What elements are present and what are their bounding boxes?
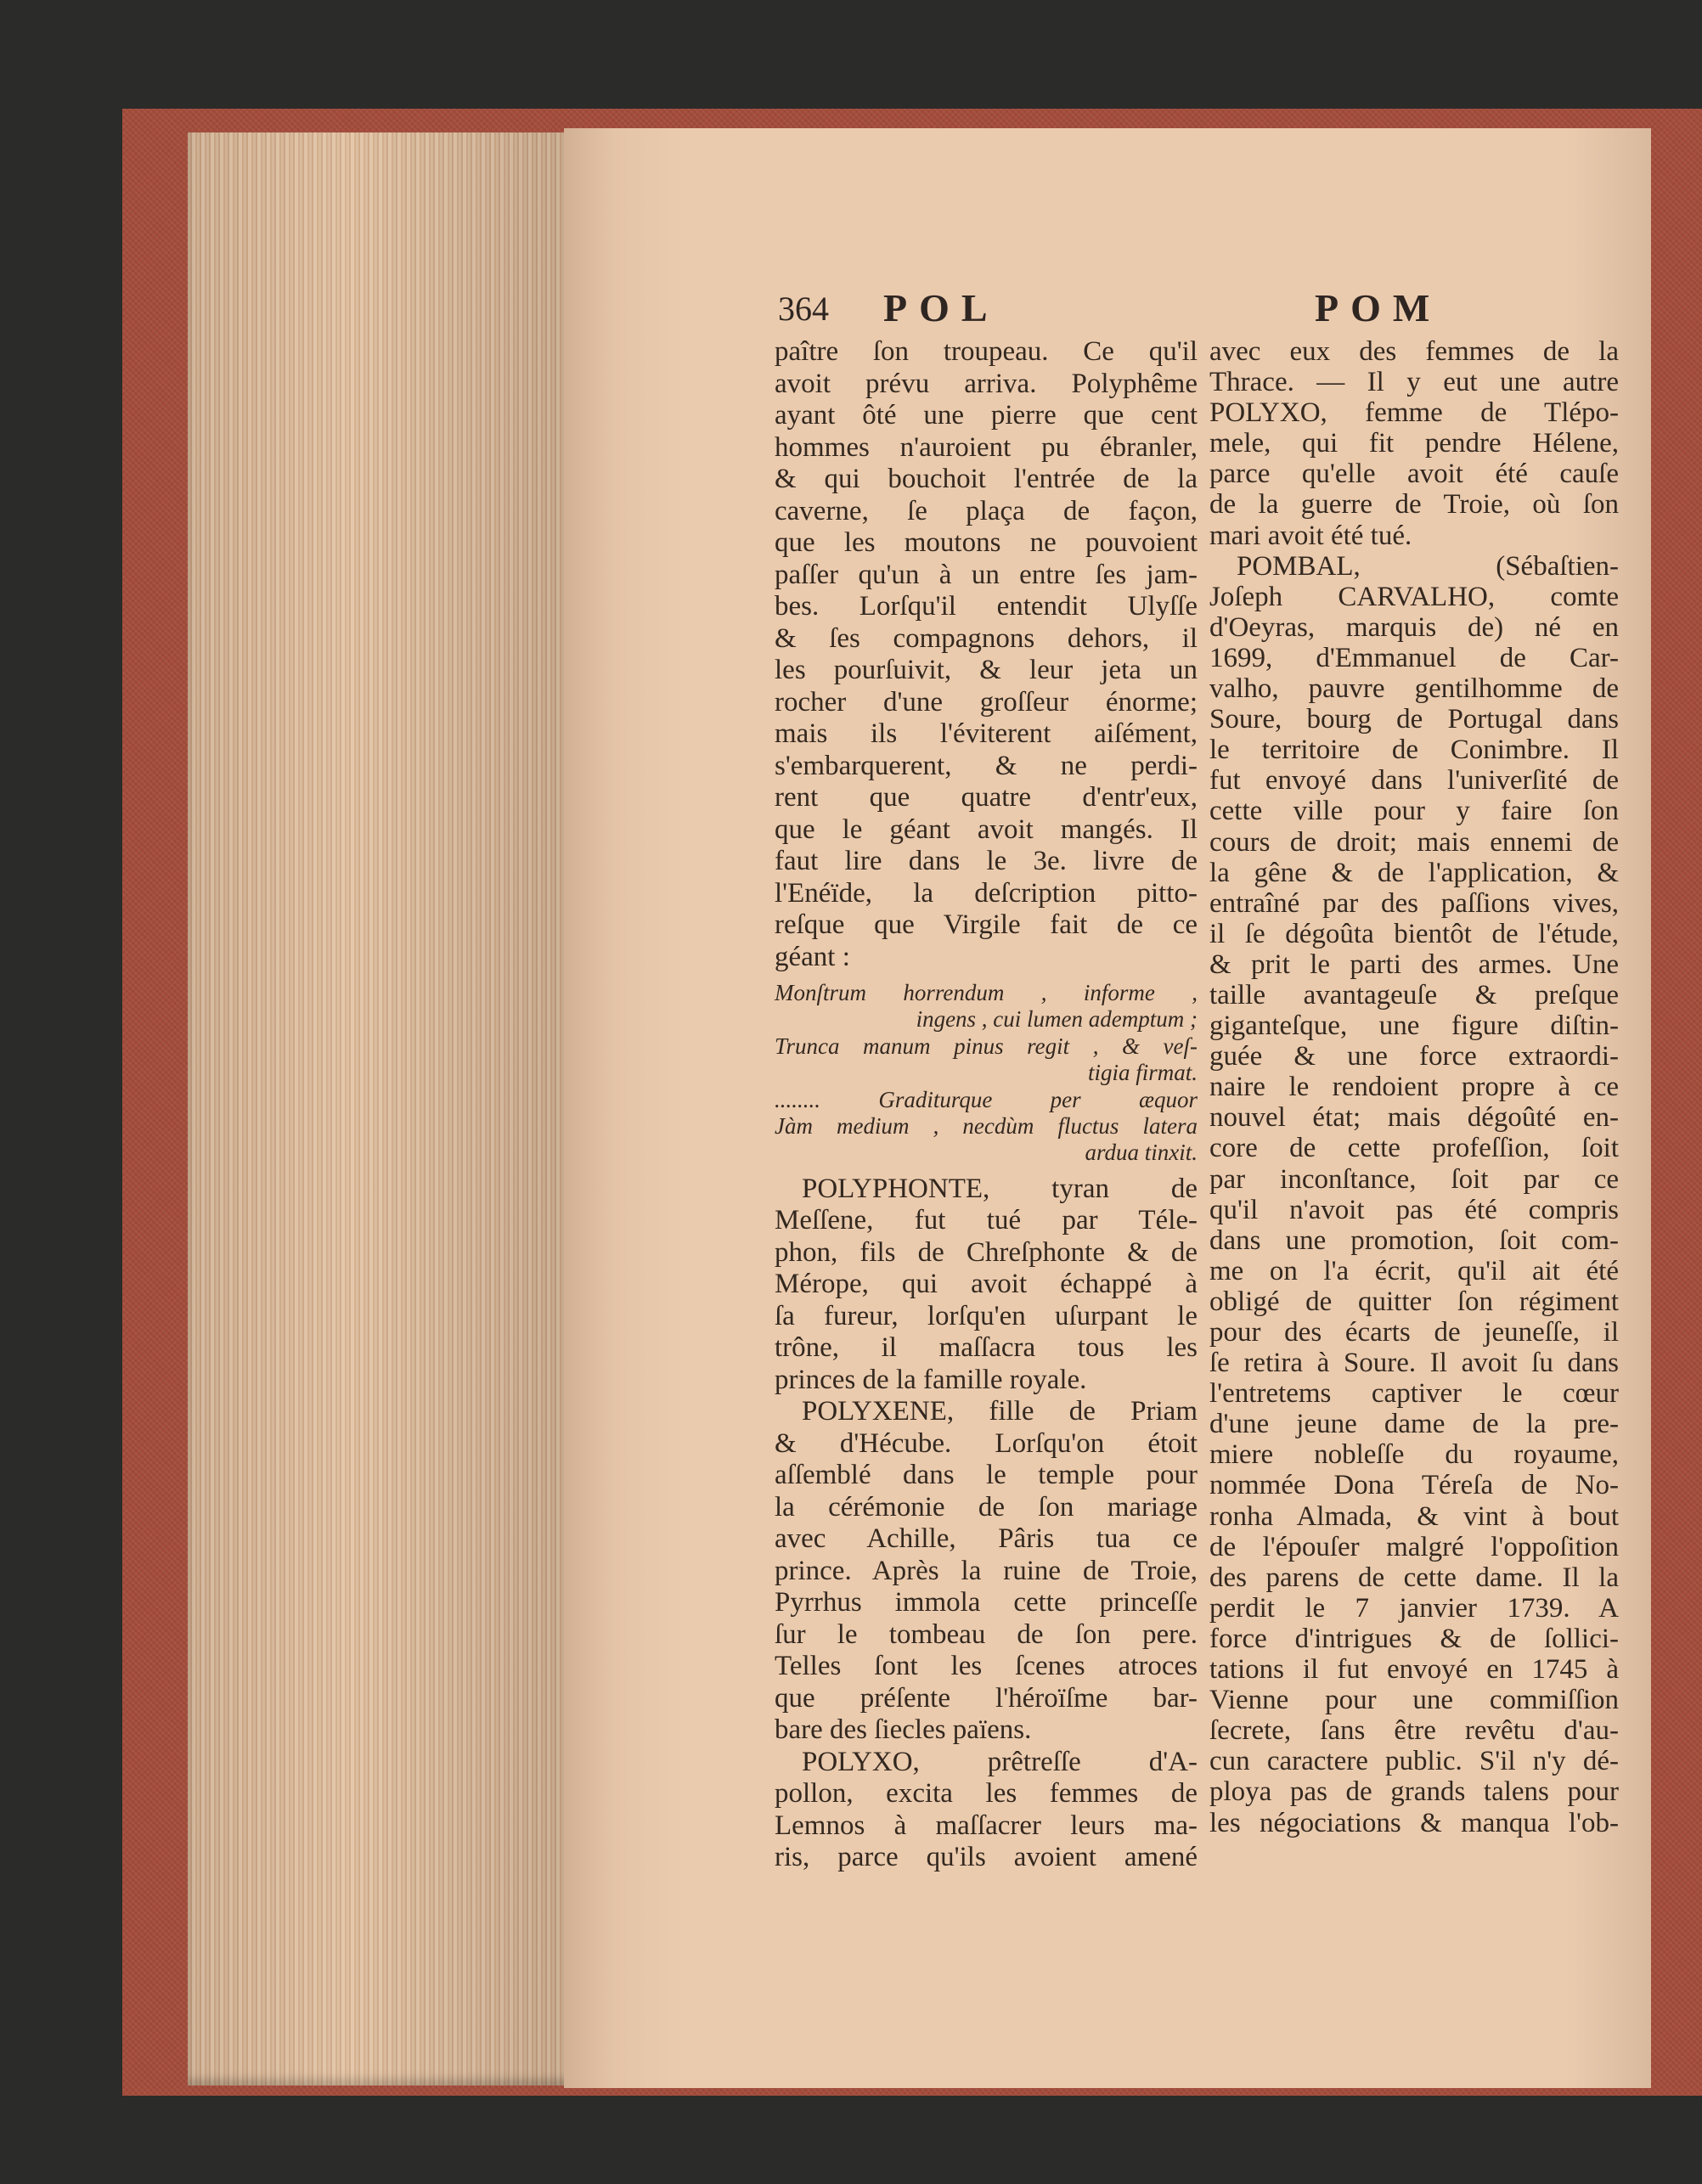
text-line: guée & une force extraordi- [1209, 1041, 1619, 1072]
text-line: mele, qui fit pendre Hélene, [1209, 428, 1619, 459]
text-line: Vienne pour une commiſſion [1209, 1685, 1619, 1716]
text-line: reſque que Virgile fait de ce [775, 909, 1198, 940]
text-line: POLYXO, femme de Tlépo- [1209, 397, 1619, 429]
text-line: Monſtrum horrendum , informe , [775, 980, 1198, 1005]
text-line: cette ville pour y faire ſon [1209, 796, 1619, 827]
text-line: ſur le tombeau de ſon pere. [775, 1618, 1198, 1650]
text-line: la cérémonie de ſon mariage [775, 1491, 1198, 1523]
text-line: parce qu'elle avoit été cauſe [1209, 459, 1619, 490]
text-line: paître ſon troupeau. Ce qu'il [775, 336, 1198, 367]
text-line: que préſente l'héroïſme bar- [775, 1682, 1198, 1714]
text-line: & qui bouchoit l'entrée de la [775, 464, 1198, 494]
running-head-right: POM [1315, 286, 1442, 329]
text-line: & d'Hécube. Lorſqu'on étoit [775, 1427, 1198, 1459]
text-line: avec eux des femmes de la [1209, 336, 1619, 367]
text-line: caverne, ſe plaça de façon, [775, 495, 1198, 526]
running-head-left: POL [883, 286, 1000, 329]
text-line: il ſe dégoûta bientôt de l'étude, [1209, 918, 1619, 949]
text-line: dans une promotion, ſoit com- [1209, 1224, 1619, 1256]
text-line: que le géant avoit mangés. Il [775, 813, 1198, 845]
text-line: ris, parce qu'ils avoient amené [775, 1842, 1198, 1873]
text-line: Jàm medium , necdùm fluctus latera [775, 1112, 1198, 1139]
text-line: naire le rendoient propre à ce [1209, 1072, 1619, 1103]
text-line: de l'épouſer malgré l'oppoſition [1209, 1531, 1619, 1562]
text-line: nommée Dona Téreſa de No- [1209, 1470, 1619, 1501]
right-text-column [1209, 336, 1619, 1838]
text-line: force d'intrigues & de ſollici- [1209, 1623, 1619, 1654]
text-line: POLYPHONTE, tyran de [802, 1173, 1198, 1204]
text-line: ingens , cui lumen ademptum ; [916, 1006, 1198, 1033]
text-line: POLYXENE, fille de Priam [802, 1396, 1198, 1427]
page-block-edges [188, 132, 587, 2085]
text-line: bes. Lorſqu'il entendit Ulyſſe [775, 591, 1198, 622]
text-line: & ſes compagnons dehors, il [775, 622, 1198, 654]
text-line: POMBAL, (Sébaſtien- [1237, 550, 1619, 582]
text-line: POLYXO, prêtreſſe d'A- [802, 1746, 1198, 1777]
text-line: tigia firmat. [1087, 1060, 1198, 1086]
text-line: Joſeph CARVALHO, comte [1209, 581, 1619, 612]
text-line: cours de droit; mais ennemi de [1209, 826, 1619, 858]
text-line: Pyrrhus immola cette princeſſe [775, 1587, 1198, 1618]
text-line: l'Enéïde, la deſcription pitto- [775, 877, 1198, 909]
text-line: Meſſene, fut tué par Téle- [775, 1205, 1198, 1236]
text-line: nouvel état; mais dégoûté en- [1209, 1102, 1619, 1134]
text-line: me on l'a écrit, qu'il ait été [1209, 1255, 1619, 1286]
text-line: Thrace. — Il y eut une autre [1209, 367, 1619, 398]
text-line: aſſemblé dans le temple pour [775, 1460, 1198, 1491]
text-line: Mérope, qui avoit échappé à [775, 1269, 1198, 1300]
text-line: les négociations & manqua l'ob- [1209, 1807, 1619, 1838]
text-line: valho, pauvre gentilhomme de [1209, 673, 1619, 705]
text-line: par inconſtance, ſoit par ce [1209, 1163, 1619, 1195]
text-line: des parens de cette dame. Il la [1209, 1562, 1619, 1593]
text-line: ayant ôté une pierre que cent [775, 400, 1198, 431]
text-line: d'Oeyras, marquis de) né en [1209, 611, 1619, 643]
text-line: que les moutons ne pouvoient [775, 527, 1198, 558]
text-line: obligé de quitter ſon régiment [1209, 1286, 1619, 1317]
text-line: s'embarquerent, & ne perdi- [775, 750, 1198, 781]
text-line: trône, il maſſacra tous les [775, 1332, 1198, 1364]
text-line: ſecrete, ſans être revêtu d'au- [1209, 1715, 1619, 1747]
text-line: l'entretems captiver le cœur [1209, 1378, 1619, 1410]
text-line: phon, fils de Chreſphonte & de [775, 1236, 1198, 1268]
text-line: ronha Almada, & vint à bout [1209, 1500, 1619, 1532]
text-line: hommes n'auroient pu ébranler, [775, 431, 1198, 463]
text-line: mari avoit été tué. [1209, 520, 1412, 551]
text-line: entraîné par des paſſions vives, [1209, 887, 1619, 919]
text-line: les pourſuivit, & leur jeta un [775, 655, 1198, 685]
text-line: ........ Graditurque per æquor [775, 1086, 1198, 1112]
text-line: pollon, excita les femmes de [775, 1778, 1198, 1810]
text-line: paſſer qu'un à un entre ſes jam- [775, 559, 1198, 590]
text-line: Telles ſont les ſcenes atroces [775, 1651, 1198, 1682]
page-number: 364 [778, 290, 829, 328]
text-line: avoit prévu arriva. Polyphême [775, 368, 1198, 399]
text-line: rent que quatre d'entr'eux, [775, 782, 1198, 813]
text-line: ploya pas de grands talens pour [1209, 1776, 1619, 1808]
text-line: Lemnos à maſſacrer leurs ma- [775, 1810, 1198, 1841]
text-line: giganteſque, une figure diſtin- [1209, 1010, 1619, 1042]
text-line: qu'il n'avoit pas été compris [1209, 1194, 1619, 1225]
text-line: la gêne & de l'application, & [1209, 857, 1619, 888]
text-line: 1699, d'Emmanuel de Car- [1209, 642, 1619, 673]
text-line: Soure, bourg de Portugal dans [1209, 704, 1619, 735]
text-line: prince. Après la ruine de Troie, [775, 1555, 1198, 1586]
text-line: d'une jeune dame de la pre- [1209, 1409, 1619, 1440]
text-line: tations il fut envoyé en 1745 à [1209, 1654, 1619, 1686]
text-line: core de cette profeſſion, ſoit [1209, 1133, 1619, 1164]
text-line: princes de la famille royale. [775, 1364, 1087, 1395]
text-line: ſe retira à Soure. Il avoit ſu dans [1209, 1348, 1619, 1379]
text-line: géant : [775, 941, 850, 972]
text-line: avec Achille, Pâris tua ce [775, 1523, 1198, 1555]
text-line: faut lire dans le 3e. livre de [775, 846, 1198, 876]
text-line: taille avantageuſe & preſque [1209, 979, 1619, 1010]
text-line: & prit le parti des armes. Une [1209, 948, 1619, 980]
text-line: perdit le 7 janvier 1739. A [1209, 1592, 1619, 1624]
text-line: Trunca manum pinus regit , & veſ- [775, 1033, 1198, 1059]
text-line: le territoire de Conimbre. Il [1209, 735, 1619, 766]
text-line: mais ils l'éviterent aiſément, [775, 718, 1198, 749]
text-line: de la guerre de Troie, où ſon [1209, 489, 1619, 521]
text-line: ardua tinxit. [1085, 1140, 1198, 1166]
text-line: rocher d'une groſſeur énorme; [775, 686, 1198, 718]
text-line: pour des écarts de jeuneſſe, il [1209, 1317, 1619, 1348]
text-line: miere nobleſſe du royaume, [1209, 1439, 1619, 1471]
left-text-column [775, 336, 1198, 1874]
text-line: fut envoyé dans l'univerſité de [1209, 765, 1619, 796]
text-line: cun caractere public. S'il n'y dé- [1209, 1746, 1619, 1777]
text-line: ſa fureur, lorſqu'en uſurpant le [775, 1300, 1198, 1331]
text-line: bare des ſiecles païens. [775, 1714, 1032, 1746]
